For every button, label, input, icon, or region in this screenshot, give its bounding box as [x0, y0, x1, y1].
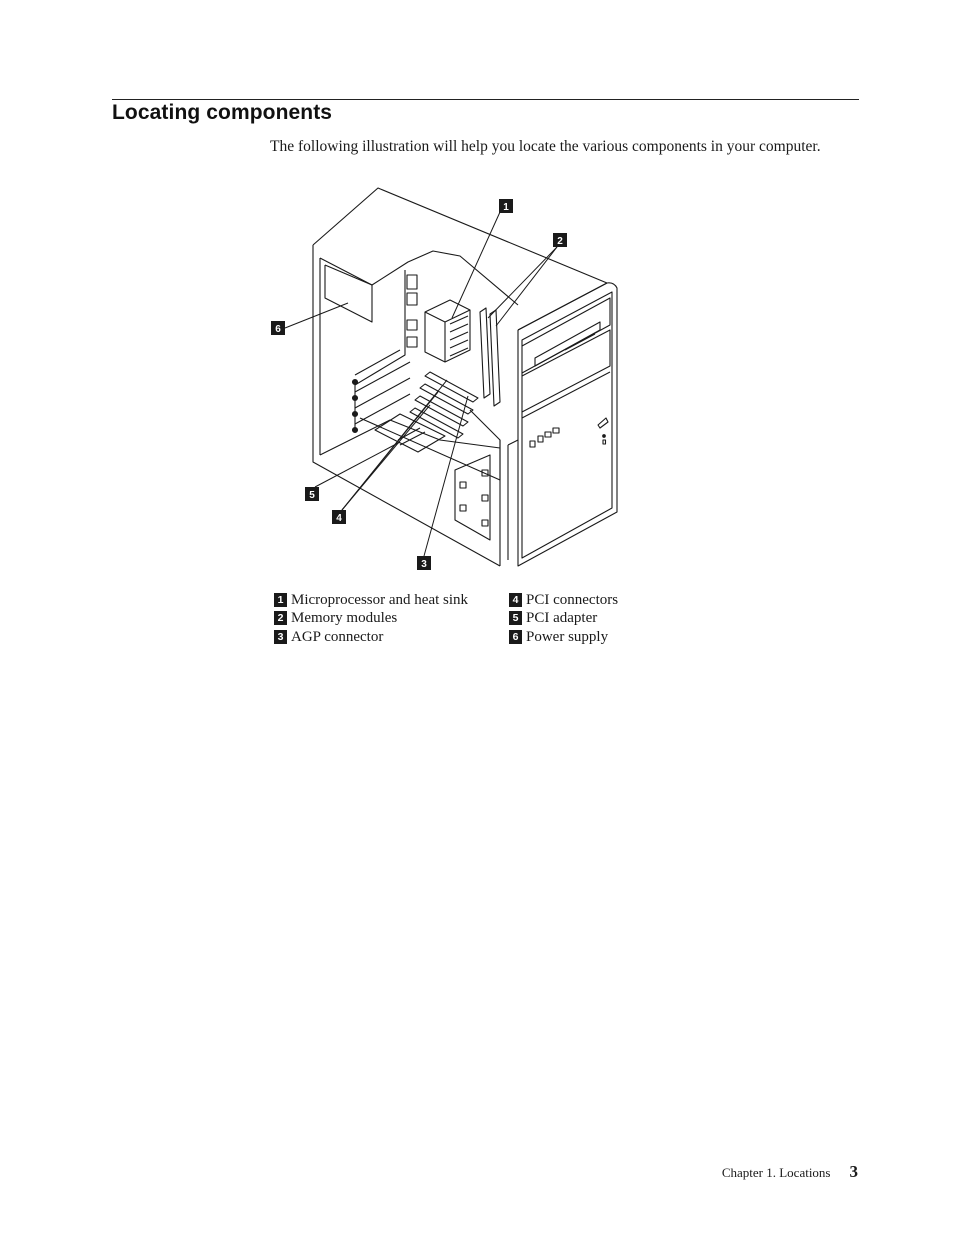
intro-paragraph: The following illustration will help you locate the various components in your computer.	[270, 138, 821, 155]
legend-number: 3	[274, 630, 287, 644]
legend-number: 5	[509, 611, 522, 625]
callout-2	[553, 233, 567, 247]
page-title: Locating components	[112, 101, 333, 124]
legend-label: AGP connector	[291, 628, 384, 645]
svg-text:5: 5	[309, 490, 315, 501]
legend-label: Microprocessor and heat sink	[291, 591, 469, 608]
svg-text:1: 1	[503, 202, 509, 213]
legend-label: PCI adapter	[526, 609, 598, 626]
footer-chapter: Chapter 1. Locations	[721, 1165, 831, 1180]
callout-4	[332, 510, 346, 524]
heading-rule	[112, 99, 859, 100]
legend-item	[509, 609, 597, 627]
page-footer	[722, 1162, 858, 1182]
callout-6	[271, 321, 285, 335]
legend-label: PCI connectors	[526, 591, 619, 608]
legend-number: 1	[274, 593, 287, 607]
legend-item	[509, 591, 618, 609]
callout-1	[499, 199, 513, 213]
legend-number: 6	[509, 630, 522, 644]
callout-3	[417, 556, 431, 570]
svg-text:2: 2	[557, 236, 563, 247]
legend-item	[274, 628, 383, 646]
legend-label: Memory modules	[291, 609, 398, 626]
legend-item	[274, 609, 397, 627]
legend-number: 2	[274, 611, 287, 625]
svg-text:3: 3	[421, 559, 427, 570]
svg-text:4: 4	[336, 513, 342, 524]
computer-components-illustration	[262, 182, 634, 574]
page-number: 3	[849, 1162, 858, 1181]
legend-item	[274, 591, 468, 609]
legend-number: 4	[509, 593, 522, 607]
svg-text:6: 6	[275, 324, 281, 335]
legend-item	[509, 628, 608, 646]
legend-label: Power supply	[526, 628, 609, 645]
callout-5	[305, 487, 319, 501]
